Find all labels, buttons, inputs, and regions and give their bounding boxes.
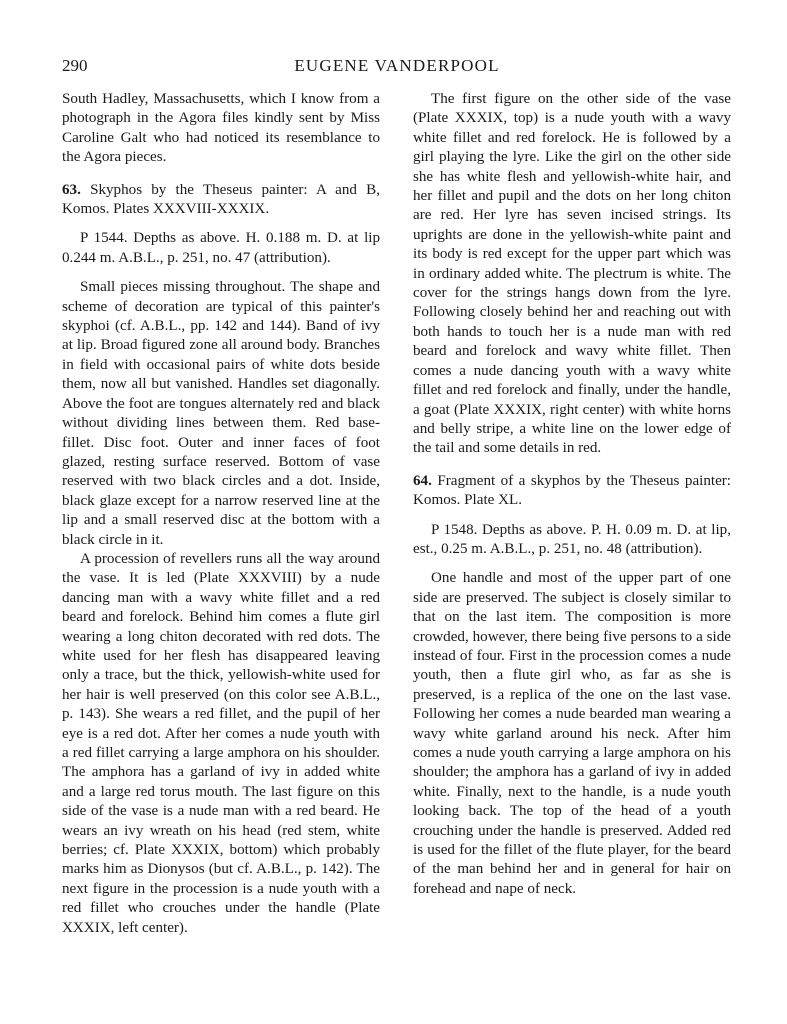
running-head: EUGENE VANDERPOOL [294,56,500,75]
continuation-paragraph: South Hadley, Massachusetts, which I know from a photograph in the Agora files kindly sent by Miss Caroline Galt who had noticed its resemblance to the Agora pieces. [62,91,380,166]
entry-63-description: Small pieces missing throughout. The shape and scheme of decoration are typical of this painter's skyphoi (cf. A.B.L., pp. 142 and 144). Band of ivy at lip. Broad figured zone all around body. Branches in field with occasional pairs of white dots beside them, now all but vanished. Handles set diagonally. Above the foot are tongues alternately red and black without dividing lines between them. Red base-fillet. Disc foot. Outer and inner faces of foot glazed, resting surface reserved. Bottom of vase reserved with two black circles and a dot. Inside, black glaze except for a narrow reserved line at the lip and a small reserved disc at the bottom with a black circle in it. [62,279,380,548]
entry-64-title: Fragment of a skyphos by the Theseus painter: Komos. Plate XL. [413,472,731,509]
entry-63-heading [62,181,380,220]
entry-64-catalogue: P 1548. Depths as above. P. H. 0.09 m. D. at lip, est., 0.25 m. A.B.L., p. 251, no. 48 (attribution). [413,521,731,557]
page-number: 290 [62,56,88,75]
entry-63-catalogue: P 1544. Depths as above. H. 0.188 m. D. at lip 0.244 m. A.B.L., p. 251, no. 47 (attribution). [62,230,380,266]
other-side-paragraph: The first figure on the other side of the vase (Plate XXXIX, top) is a nude youth with a wavy white fillet and red forelock. He is followed by a girl playing the lyre. Like the girl on the other side she has white flesh and yellowish-white hair, and her fillet and pupil and the dots on her long chiton are red. Her lyre has seven incised strings. Its uprights are done in the yellowish-white paint and its body is red except for the upper part which was in ordinary added white. The plectrum is white. The cover for the strings hangs down from the lyre. Following closely behind her and reaching out with both hands to touch her is a nude man with red beard and forelock and wavy white fillet. Then comes a nude dancing youth with a wavy white fillet and red forelock and finally, under the handle, a goat (Plate XXXIX, right center) with white horns and belly stripe, a white line on the lower edge of the tail and some details in red. [413,91,731,457]
entry-63-procession: A procession of revellers runs all the way around the vase. It is led (Plate XXXVIII) by a nude dancing man with a wavy white fillet and a red beard and forelock. Behind him comes a flute girl wearing a long chiton decorated with red dots. The white used for her flesh has disappeared leaving only a trace, but the thick, yellowish-white used for her hair is well preserved (on this color see A.B.L., p. 143). She wears a red fillet, and the pupil of her eye is a red dot. After her comes a nude youth with a red fillet carrying a large amphora on his shoulder. The amphora has a garland of ivy in added white and a large red torus mouth. The last figure on this side of the vase is a nude man with a red beard. He wears an ivy wreath on his head (red stem, white berries; cf. Plate XXXIX, bottom) which probably marks him as Dionysos (but cf. A.B.L., p. 142). The next figure in the procession is a nude youth with a red fillet who crouches under the handle (Plate XXXIX, left center). [62,550,380,936]
right-column [413,90,731,899]
entry-64-number: 64. [413,472,432,489]
page-header [62,56,732,82]
entry-63-title: Skyphos by the Theseus painter: A and B, Komos. Plates XXXVIII-XXXIX. [62,181,380,218]
entry-64-heading [413,472,731,511]
left-column [62,90,380,938]
entry-63-number: 63. [62,181,81,198]
entry-64-description: One handle and most of the upper part of one side are preserved. The subject is closely similar to that on the last item. The composition is more crowded, however, there being five persons to a side instead of four. First in the procession comes a nude youth, then a flute girl who, as far as she is preserved, is a replica of the one on the last vase. Following her comes a nude bearded man wearing a wavy white garland around his neck. After him comes a nude youth carrying a large amphora on his shoulder; the amphora has a garland of ivy in added white. Finally, next to the handle, is a nude youth looking back. The top of the head of a youth crouching under the handle is preserved. Added red is used for the fillet of the flute player, for the beard of the man behind her and in general for hair on forehead and nape of neck. [413,570,731,897]
